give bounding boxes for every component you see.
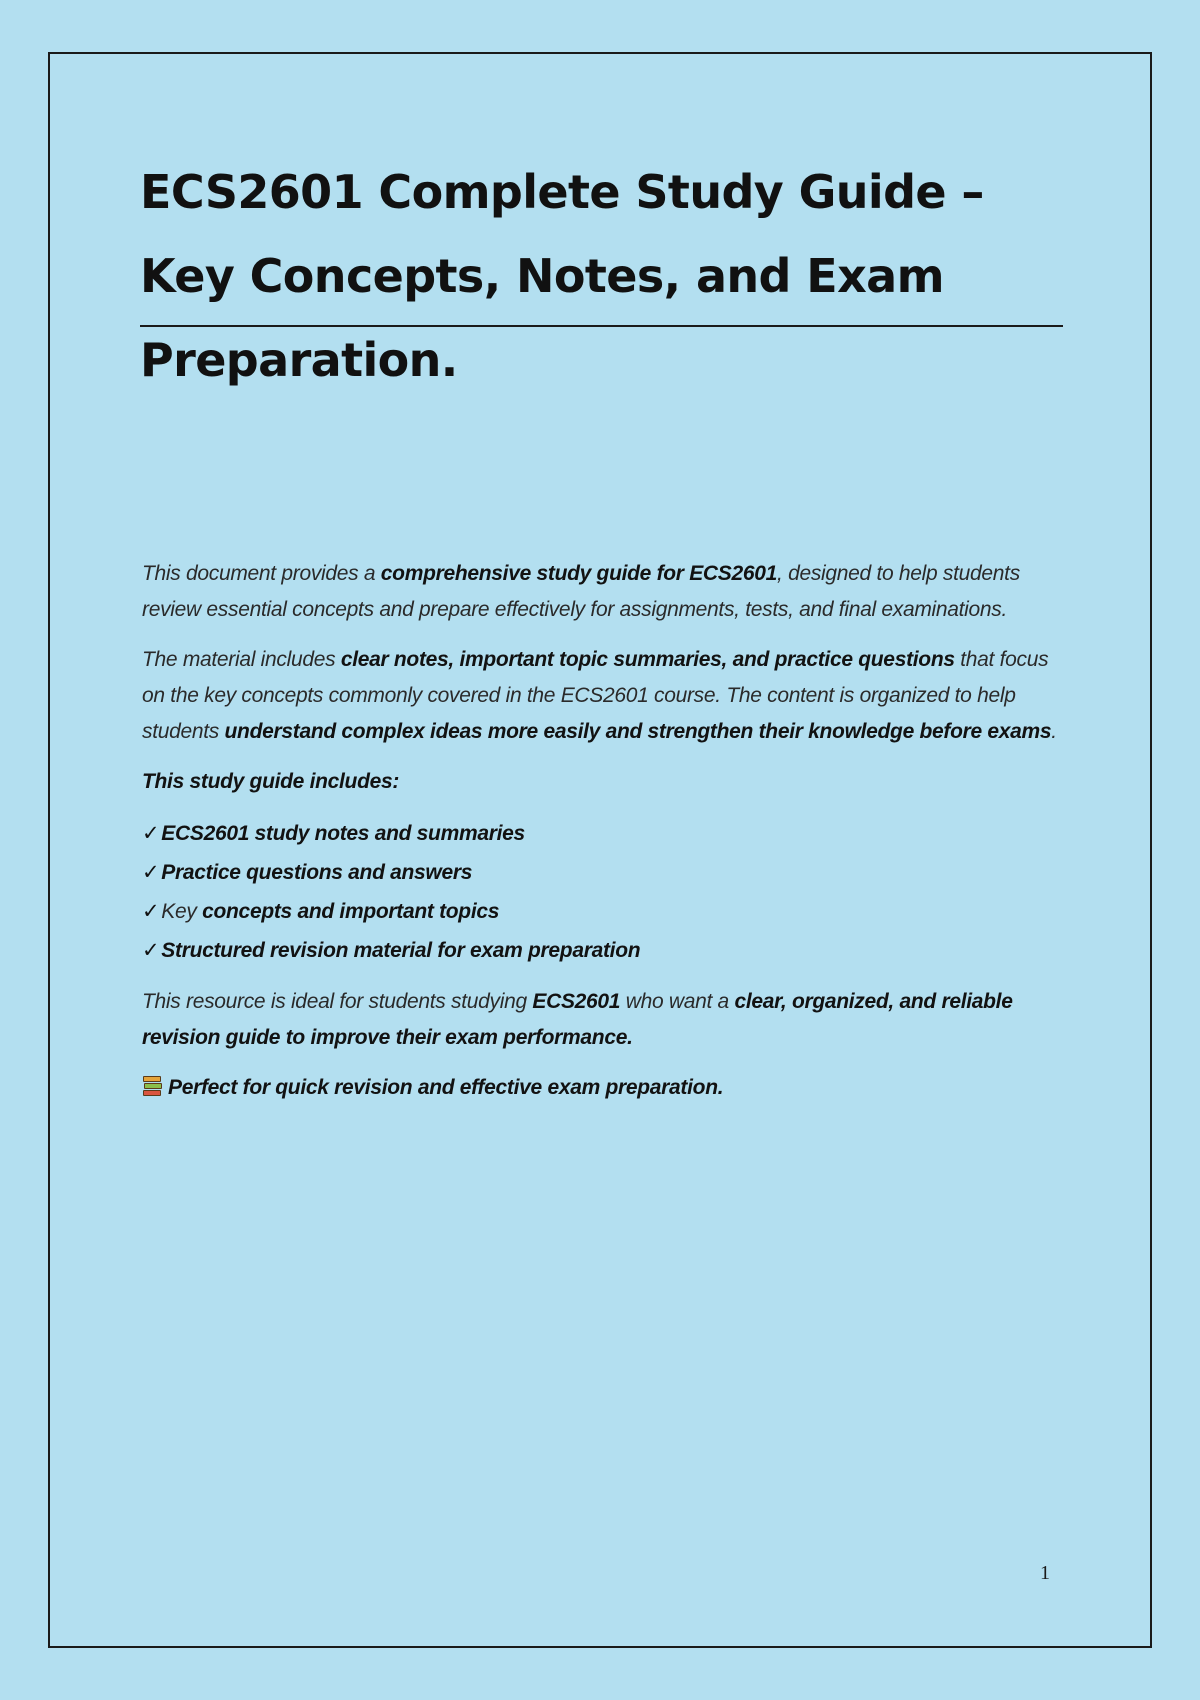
resource-text-2: who want a <box>620 990 735 1013</box>
checklist-item-text: Structured revision material for exam preparation <box>161 939 641 962</box>
resource-text-1: This resource is ideal for students studying <box>142 990 533 1013</box>
checklist-item-text: Practice questions and answers <box>161 861 473 884</box>
checklist-item-text: ECS2601 study notes and summaries <box>161 822 525 845</box>
books-icon <box>142 1075 162 1098</box>
perfect-line <box>142 1070 1062 1106</box>
checklist-item <box>142 892 1062 931</box>
intro-paragraph <box>142 556 1062 628</box>
checkmark-icon: ✓ <box>142 860 160 884</box>
material-text-3: . <box>1051 720 1057 743</box>
page-number: 1 <box>1040 1562 1050 1584</box>
intro-text-2: , designed to help students review essential concepts and prepare effectively for assignments, tests, and final examinations. <box>142 562 1020 621</box>
checklist-item-prefix: Key <box>161 900 203 923</box>
document-body <box>142 556 1062 1120</box>
intro-text-1: This document provides a <box>142 562 381 585</box>
resource-bold-2: clear, organized, and reliable revision guide to improve their exam performance. <box>142 990 1013 1049</box>
material-bold-1: clear notes, important topic summaries, and practice questions <box>340 648 955 671</box>
checkmark-icon: ✓ <box>142 938 160 962</box>
material-paragraph <box>142 642 1062 750</box>
material-bold-2: understand complex ideas more easily and strengthen their knowledge before exams <box>224 720 1052 743</box>
material-text-2: that focus on the key concepts commonly covered in the ECS2601 course. The content is organized to help students <box>142 648 1049 743</box>
checklist-item-text: concepts and important topics <box>202 900 500 923</box>
includes-checklist <box>142 814 1062 970</box>
perfect-line-text: Perfect for quick revision and effective exam preparation. <box>168 1076 724 1099</box>
checklist-item <box>142 853 1062 892</box>
checkmark-icon: ✓ <box>142 899 160 923</box>
material-text-1: The material includes <box>142 648 341 671</box>
resource-paragraph <box>142 984 1062 1056</box>
intro-bold-1: comprehensive study guide for ECS2601 <box>380 562 777 585</box>
includes-heading: This study guide includes: <box>142 770 400 793</box>
document-title: ECS2601 Complete Study Guide – Key Concepts, Notes, and Exam Preparation. <box>140 165 984 387</box>
checklist-item <box>142 931 1062 970</box>
title-underline <box>140 325 1063 327</box>
checklist-item <box>142 814 1062 853</box>
resource-bold-1: ECS2601 <box>532 990 621 1013</box>
checkmark-icon: ✓ <box>142 821 160 845</box>
